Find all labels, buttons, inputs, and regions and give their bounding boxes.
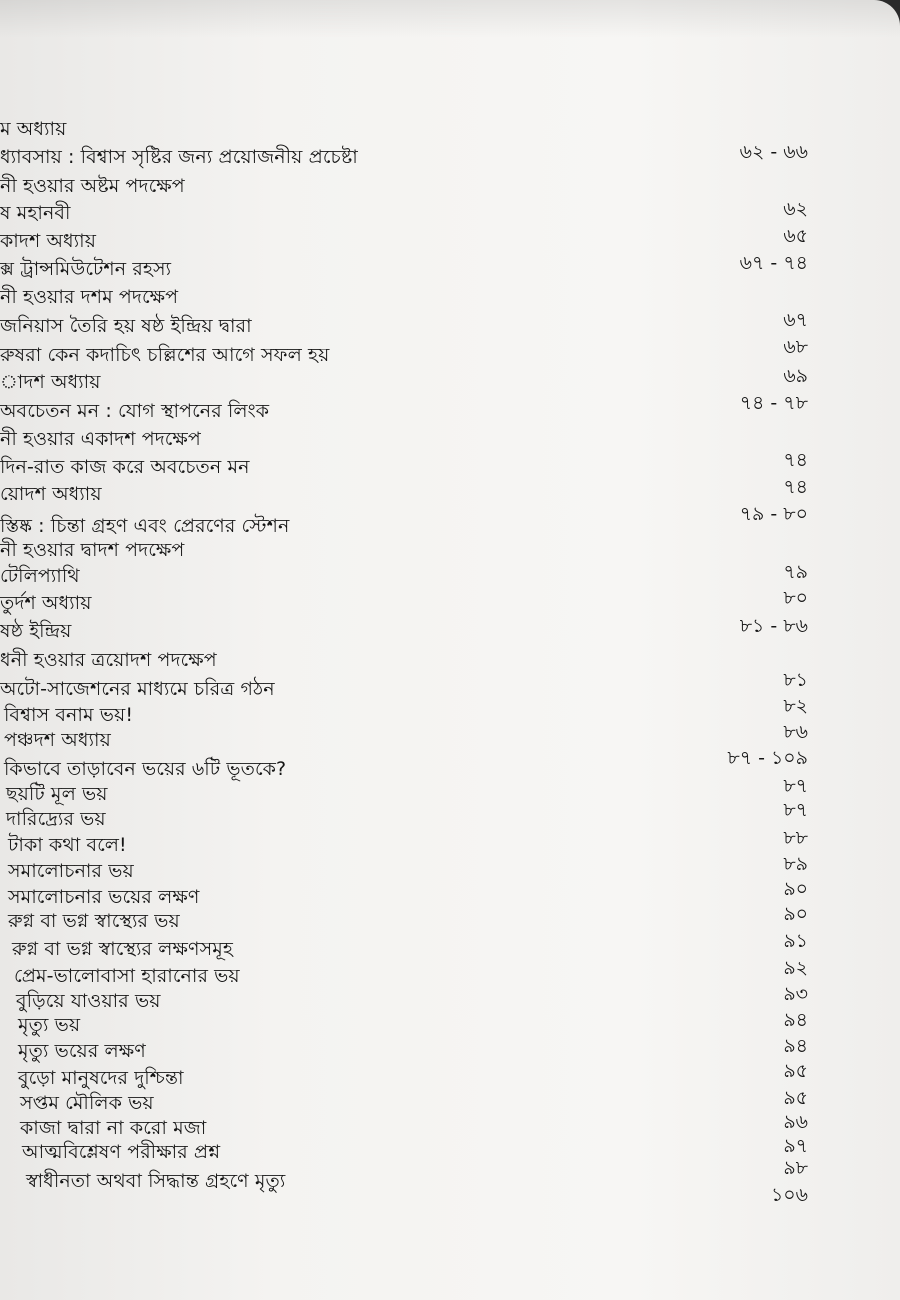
toc-page-number: ৯০ xyxy=(783,903,808,925)
toc-page-number: ৯৫ xyxy=(783,1087,808,1109)
toc-entry: রুগ্ন বা ভগ্ন স্বাস্থ্যের লক্ষণসমূহ xyxy=(12,938,233,960)
toc-page-number: ৯৬ xyxy=(783,1111,808,1133)
toc-entry: পঞ্চদশ অধ্যায় xyxy=(4,729,111,751)
toc-entry: স্বাধীনতা অথবা সিদ্ধান্ত গ্রহণে মৃত্যু xyxy=(26,1170,286,1192)
toc-page-number: ৬৭ - ৭৪ xyxy=(739,252,808,274)
toc-page-number: ৭৪ xyxy=(783,476,808,498)
toc-page-number: ৮০ xyxy=(783,587,808,609)
toc-entry: বুড়ো মানুষদের দুশ্চিন্তা xyxy=(18,1067,184,1089)
toc-entry: মৃত্যু ভয়ের লক্ষণ xyxy=(18,1040,146,1062)
toc-page-number: ৮৬ xyxy=(783,721,808,743)
toc-page-number: ৮৭ - ১০৯ xyxy=(727,747,808,769)
toc-page-number: ৬৯ xyxy=(783,365,808,387)
toc-page-number: ৯৪ xyxy=(783,1035,808,1057)
toc-page-number: ৮১ - ৮৬ xyxy=(739,615,808,637)
toc-entry: নী হওয়ার দ্বাদশ পদক্ষেপ xyxy=(0,539,185,561)
toc-entry: য়োদশ অধ্যায় xyxy=(0,483,102,505)
toc-page-number: ৯৮ xyxy=(783,1157,808,1179)
toc-entry: স্তিষ্ক : চিন্তা গ্রহণ এবং প্রেরণের স্টেশন xyxy=(0,515,290,537)
toc-entry: ক্স ট্রান্সমিউটেশন রহস্য xyxy=(0,258,172,280)
toc-entry: ষ মহানবী xyxy=(0,202,71,224)
toc-entry: টেলিপ্যাথি xyxy=(0,565,80,587)
toc-page-number: ৯৪ xyxy=(783,1009,808,1031)
toc-entry: ধনী হওয়ার ত্রয়োদশ পদক্ষেপ xyxy=(0,649,217,671)
toc-page-number: ৭৯ - ৮০ xyxy=(739,503,808,525)
toc-entry: নী হওয়ার একাদশ পদক্ষেপ xyxy=(0,428,201,450)
toc-entry: নী হওয়ার অষ্টম পদক্ষেপ xyxy=(0,175,185,197)
toc-entry: সপ্তম মৌলিক ভয় xyxy=(20,1092,154,1114)
toc-entry: তুর্দশ অধ্যায় xyxy=(0,592,92,614)
toc-entry: আত্মবিশ্লেষণ পরীক্ষার প্রশ্ন xyxy=(22,1141,221,1163)
toc-entry: সমালোচনার ভয়ের লক্ষণ xyxy=(8,886,200,908)
toc-entry: প্রেম-ভালোবাসা হারানোর ভয় xyxy=(14,965,240,987)
toc-page-number: ৮১ xyxy=(783,669,808,691)
toc-entry: ছয়টি মূল ভয় xyxy=(6,783,108,805)
toc-entry: সমালোচনার ভয় xyxy=(8,860,134,882)
toc-page-number: ৮২ xyxy=(783,695,808,717)
toc-page-number: ৯১ xyxy=(783,930,808,952)
toc-page-number: ৯২ xyxy=(783,957,808,979)
toc-page-number: ৮৭ xyxy=(783,799,808,821)
toc-entry: কাজা দ্বারা না করো মজা xyxy=(20,1117,207,1139)
toc-page-number: ৯৩ xyxy=(783,983,808,1005)
toc-entry: কাদশ অধ্যায় xyxy=(0,230,97,252)
toc-entry: জনিয়াস তৈরি হয় ষষ্ঠ ইন্দ্রিয় দ্বারা xyxy=(0,315,252,337)
toc-entry: ধ্যাবসায় : বিশ্বাস সৃষ্টির জন্য প্রয়োজনীয় প্রচেষ্টা xyxy=(0,146,358,168)
toc-entry: রুগ্ন বা ভগ্ন স্বাস্থ্যের ভয় xyxy=(8,910,180,932)
toc-entry: দারিদ্র্যের ভয় xyxy=(6,808,106,830)
toc-page-number: ৮৭ xyxy=(783,775,808,797)
toc-entry: রুষরা কেন কদাচিৎ চল্লিশের আগে সফল হয় xyxy=(0,344,330,366)
toc-page-number: ৭৯ xyxy=(783,561,808,583)
toc-page-number: ৬৫ xyxy=(783,225,808,247)
toc-entry: কিভাবে তাড়াবেন ভয়ের ৬টি ভূতকে? xyxy=(4,758,287,780)
toc-page-number: ৭৪ - ৭৮ xyxy=(739,392,808,414)
toc-page-number: ৬৮ xyxy=(783,336,808,358)
toc-entry: নী হওয়ার দশম পদক্ষেপ xyxy=(0,286,179,308)
toc-page-number: ১০৬ xyxy=(770,1184,808,1206)
toc-entry: দিন-রাত কাজ করে অবচেতন মন xyxy=(0,456,250,478)
toc-entry: অটো-সাজেশনের মাধ্যমে চরিত্র গঠন xyxy=(0,678,275,700)
toc-page-number: ৬৭ xyxy=(783,309,808,331)
toc-entry: ষষ্ঠ ইন্দ্রিয় xyxy=(0,620,72,642)
toc-entry: ম অধ্যায় xyxy=(0,118,67,140)
toc-page-number: ৯৭ xyxy=(783,1135,808,1157)
toc-entry: াদশ অধ্যায় xyxy=(0,371,101,393)
toc-page-number: ৬২ - ৬৬ xyxy=(739,141,808,163)
toc-entry: মৃত্যু ভয় xyxy=(18,1014,81,1036)
toc-page-number: ৭৪ xyxy=(783,449,808,471)
toc-page-number: ৯৫ xyxy=(783,1060,808,1082)
toc-entry: বিশ্বাস বনাম ভয়! xyxy=(4,704,134,726)
toc-page-number: ৯০ xyxy=(783,878,808,900)
toc-entry: বুড়িয়ে যাওয়ার ভয় xyxy=(16,990,161,1012)
toc-entry: অবচেতন মন : যোগ স্থাপনের লিংক xyxy=(0,400,270,422)
toc-page-number: ৬২ xyxy=(783,198,808,220)
toc-page-number: ৮৮ xyxy=(783,827,808,849)
toc-entry: টাকা কথা বলে! xyxy=(8,834,127,856)
toc-page-number: ৮৯ xyxy=(783,853,808,875)
